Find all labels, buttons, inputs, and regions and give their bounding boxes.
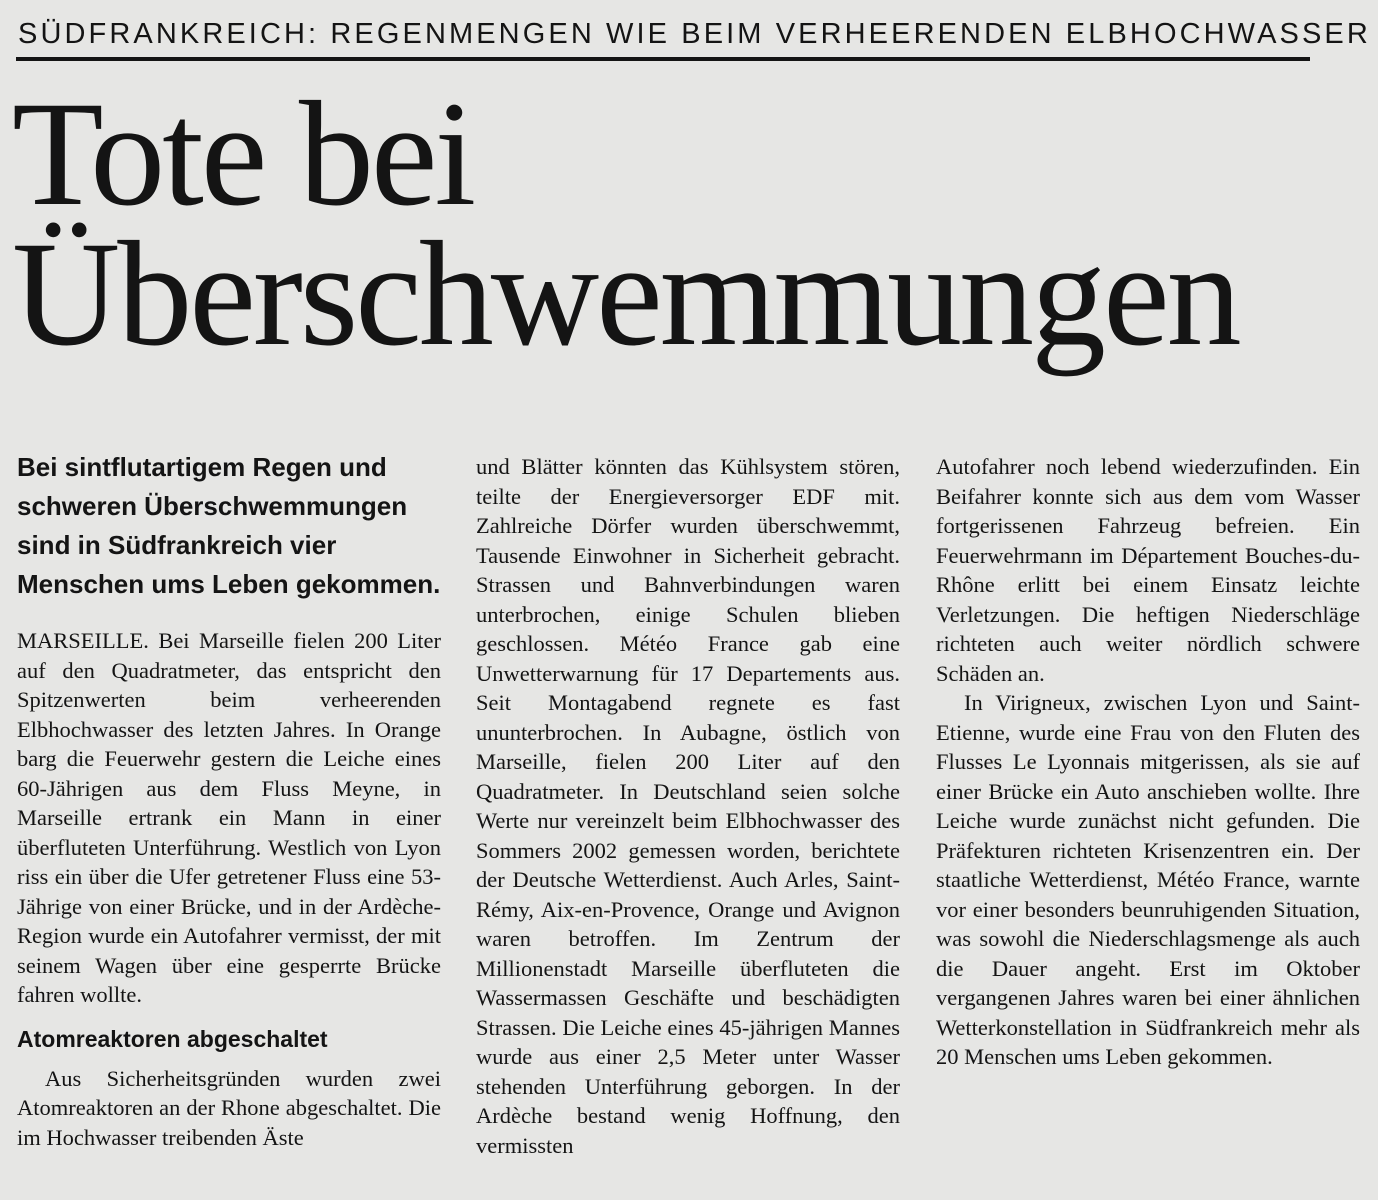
- headline: [12, 71, 1239, 377]
- body-paragraph: Aus Sicherheitsgründen wurden zwei Atomreaktoren an der Rhone abgeschaltet. Die im Hochwasser treibenden Äste: [17, 1065, 441, 1150]
- body-paragraph: Autofahrer noch lebend wiederzufinden. Ein Beifahrer konnte sich aus dem vom Wasser fortgerissenen Fahrzeug befreien. Ein Feuerwehrmann im Département Bouches-du-Rhône erlitt bei einem Einsatz leichte Verletzungen. Die heftigen Niederschläge richteten auch weiter nördlich schwere Schäden an.: [936, 454, 1360, 686]
- headline-line-1: Tote bei: [12, 71, 474, 237]
- body-paragraph: und Blätter könnten das Kühlsystem stören, teilte der Energieversorger EDF mit. Zahlreiche Dörfer wurden überschwemmt, Tausende Einwohner in Sicherheit gebracht. Strassen und Bahnverbindungen waren unterbrochen, einige Schulen blieben geschlossen. Météo France gab eine Unwetterwarnung für 17 Departements aus. Seit Montagabend regnete es fast ununterbrochen. In Aubagne, östlich von Marseille, fielen 200 Liter auf den Quadratmeter. In Deutschland seien solche Werte nur vereinzelt beim Elbhochwasser des Sommers 2002 gemessen worden, berichtete der Deutsche Wetterdienst. Auch Arles, Saint-Rémy, Aix-en-Provence, Orange und Avignon waren betroffen. Im Zentrum der Millionenstadt Marseille überfluteten die Wassermassen Geschäfte und beschädigten Strassen. Die Leiche eines 45-jährigen Mannes wurde aus einer 2,5 Meter unter Wasser stehenden Unterführung geborgen. In der Ardèche bestand wenig Hoffnung, den vermissten: [476, 454, 900, 1158]
- body-paragraph: In Virigneux, zwischen Lyon und Saint-Etienne, wurde eine Frau von den Fluten des Flusses Le Lyonnais mitgerissen, als sie auf einer Brücke ein Auto anschieben wollte. Ihre Leiche wurde zunächst nicht gefunden. Die Präfekturen richteten Krisenzentren ein. Der staatliche Wetterdienst, Météo France, warnte vor einer besonders beunruhigenden Situation, was sowohl die Niederschlagsmenge als auch die Dauer angeht. Erst im Oktober vergangenen Jahres waren bei einer ähnlichen Wetterkonstellation in Südfrankreich mehr als 20 Menschen ums Leben gekommen.: [936, 690, 1360, 1069]
- article-column-3: [936, 448, 1360, 1072]
- article-column-1: [17, 448, 441, 1152]
- lead-paragraph: Bei sintflutartigem Regen und schweren Überschwemmungen sind in Südfrankreich vier Menschen ums Leben gekommen.: [17, 452, 441, 599]
- subheading: Atomreaktoren abgeschaltet: [17, 1025, 328, 1052]
- kicker-line: SÜDFRANKREICH: REGENMENGEN WIE BEIM VERHEERENDEN ELBHOCHWASSER: [18, 18, 1371, 50]
- body-paragraph: MARSEILLE. Bei Marseille fielen 200 Liter auf den Quadratmeter, das entspricht den Spitzenwerten beim verheerenden Elbhochwasser des letzten Jahres. In Orange barg die Feuerwehr gestern die Leiche eines 60-Jährigen aus dem Fluss Meyne, in Marseille ertrank ein Mann in einer überfluteten Unterführung. Westlich von Lyon riss ein über die Ufer getretener Fluss eine 53-Jährige von einer Brücke, und in der Ardèche-Region wurde ein Autofahrer vermisst, der mit seinem Wagen über eine gesperrte Brücke fahren wollte.: [17, 628, 441, 1007]
- article-column-2: [476, 448, 900, 1160]
- kicker-rule: [16, 57, 1310, 61]
- headline-line-2: Überschwemmungen: [12, 211, 1239, 377]
